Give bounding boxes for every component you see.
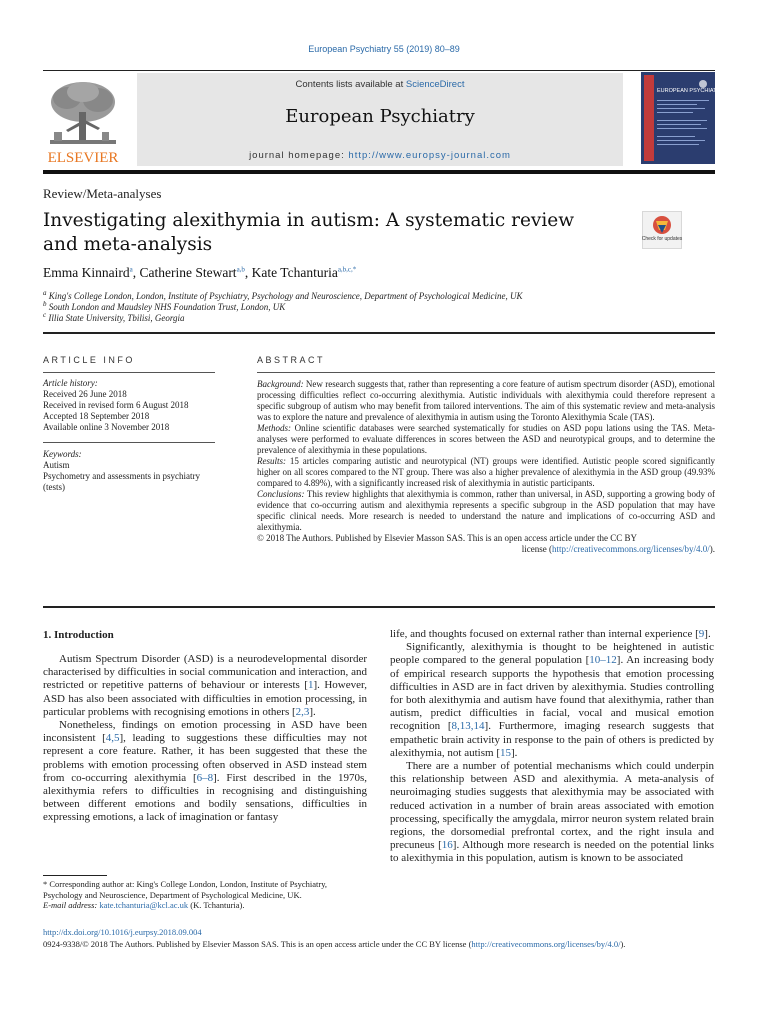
background-label: Background: [257,379,304,389]
results-text: 15 articles comparing autistic and neurotypical (NT) groups were identified. Autistic people scored significantly higher on all scores compared to the NT group. There was also a higher prevalence of alexithymia in the ASD group (49.93% compared to 4.89%), with a significantly increased risk of alexithymia in autistic participants. [257,456,715,488]
text-run: Autism Spectrum Disorder (ASD) is a neurodevelopmental disorder characterised by difficulties in social communication and interaction, and restricted or repetitive patterns of behaviour or interests [ [43,653,367,692]
conclusions-label: Conclusions: [257,489,305,499]
body-column-right [390,628,714,866]
issn-license-line [43,939,715,949]
abstract-license-line2 [257,544,715,555]
text-run: ]. First described in the 1970s, alexithymia refers to difficulties in recognising and distinguishing between different emotions and bodily sensations, difficulties in expressing emotions, a lack of imagination or fantasy [43,771,368,824]
background-text: New research suggests that, rather than representing a core feature of autism spectrum disorder (ASD), emotional processing difficulties reflect co-occurring alexithymia. Autistic individuals with alexithymia could therefore represent a specific subgroup of autism who may benefit from tailored interventions. The aim of this systematic review and meta-analysis was to explore the nature and prevalence of alexithymia in autism using the Toronto Alexithymia Scale (TAS). [257,379,715,422]
affiliation [43,313,185,323]
footnote-email [43,900,367,911]
license-suffix: ). [709,544,715,554]
abstract-end-rule [43,606,715,608]
corresponding-author-footnote [43,879,367,911]
abstract-license: © 2018 The Authors. Published by Elsevier Masson SAS. This is an open access article under the CC BY [257,533,637,543]
issn-suffix: ). [620,939,626,949]
cover-title: EUROPEAN PSYCHIATRY [657,88,725,94]
author-name[interactable]: Emma Kinnaird [43,265,130,280]
check-updates-label: Check for updates [641,236,683,242]
masthead-rule [43,170,715,174]
homepage-prefix: journal homepage: [249,150,349,161]
check-for-updates-button[interactable] [642,211,682,249]
license-link[interactable]: http://creativecommons.org/licenses/by/4.0/ [551,544,710,554]
paragraph [43,653,367,719]
paragraph [390,628,714,641]
history-item: Received 26 June 2018 [43,389,127,399]
citation-link[interactable]: 9 [698,628,705,640]
paragraph [43,719,367,825]
citation-link[interactable]: 1 [307,679,314,692]
author-affil-sup[interactable]: a,b [236,265,245,274]
citation-link[interactable]: 6–8 [196,771,214,784]
text-run: Nonetheless, findings on emotion processing in ASD have been inconsistent [ [43,719,367,745]
keyword: Autism [43,460,70,470]
methods-text: Online scientific databases were searched systematically for studies on ASD popu lations using the TAS. Meta-analyses were performed to evaluate differences in scores between the ASD and neurotypical groups, and to determine the prevalence of alexithymia in these populations. [257,423,715,455]
contents-available-line [137,79,623,90]
affiliation-mark: b [43,300,47,308]
abstract-rule [257,372,715,373]
text-run: ]. However, ASD has also been associated with difficulties in emotion processing, in particular problems with recognising emotions in others [ [43,679,367,718]
citation-link[interactable]: 4,5 [105,732,120,745]
section-heading-introduction: 1. Introduction [43,629,114,641]
footnote-corresponding: * Corresponding author at: King's College London, London, Institute of Psychiatry, Psychology and Neuroscience, Department of Psychological Medicine, UK. [43,879,328,900]
email-label: E-mail address: [43,900,98,910]
abstract-conclusions [257,489,715,533]
results-label: Results: [257,456,286,466]
text-run: ], leading to suggestions these difficulties may not represent a core feature. Rather, it has been suggested that these the problems with emotion processing often observed in ASD instead stem from co-occurring alexithymia [ [43,732,368,784]
author-list [43,265,356,281]
author-separator: , [244,265,252,280]
elsevier-logo [42,78,124,166]
abstract-background [257,379,715,423]
history-item: Available online 3 November 2018 [43,422,170,432]
sciencedirect-link[interactable]: ScienceDirect [405,79,465,90]
homepage-link[interactable]: http://www.europsy-journal.com [348,150,511,161]
top-rule [43,70,715,71]
authors-rule [43,332,715,334]
history-label: Article history: [43,378,98,388]
journal-citation[interactable]: European Psychiatry 55 (2019) 80–89 [308,44,460,54]
affiliation-text: South London and Maudsley NHS Foundation Trust, London, UK [48,302,286,312]
abstract-results [257,456,715,489]
methods-label: Methods: [257,423,291,433]
check-updates-icon [643,212,681,248]
journal-cover-image [641,72,725,164]
text-run: There are a number of potential mechanisms which could underpin this relationship between ASD and alexithymia. A meta-analysis of neuroimaging studies suggests that alexithymia may be associated with reduced activation in a number of brain areas associated with emotion processing, specifically the amygdala, mirror neuron system related brain regions, the dorsomedial prefrontal cortex, and the right insula and precuneus [ [390,760,714,852]
elsevier-wordmark: ELSEVIER [47,150,119,166]
issn-text: 0924-9338/© 2018 The Authors. Published by Elsevier Masson SAS. This is an open access article under the CC BY license ( [43,939,472,949]
article-info-rule [43,372,215,373]
journal-homepage-line [137,150,623,161]
text-run: Significantly, alexithymia is thought to be heightened in autistic people compared to the general population [ [390,641,714,667]
article-history [43,378,215,433]
body-column-left [43,653,367,825]
citation-link[interactable]: 10–12 [589,654,617,667]
license-prefix: license ( [521,544,552,554]
paragraph [390,760,714,866]
author-affil-sup[interactable]: a,b,c,* [337,265,357,274]
journal-title: European Psychiatry [285,106,475,127]
abstract-methods [257,423,715,456]
history-item: Received in revised form 6 August 2018 [43,400,189,410]
keywords-label: Keywords: [43,449,82,459]
text-run: life, and thoughts focused on external rather than internal experience [ [390,628,699,640]
author-name[interactable]: Kate Tchanturia [251,265,338,280]
abstract-heading: ABSTRACT [257,355,326,365]
text-run: ]. [510,746,518,759]
keywords [43,449,215,493]
keywords-rule [43,442,215,443]
email-link[interactable]: kate.tchanturia@kcl.ac.uk [99,900,189,910]
text-run: ]. [309,705,316,718]
affiliation [43,302,285,312]
conclusions-text: This review highlights that alexithymia is common, rather than universal, in ASD, supporting a growing body of evidence that co-occurring autism and alexithymia represents a specific subgroup in the ASD population that may have specific clinical needs. More research is needed to understand the nature and implications of co-occurring ASD and alexithymia. [257,489,715,532]
article-info-heading: ARTICLE INFO [43,355,135,365]
elsevier-tree-icon [42,78,124,166]
text-run: ]. Furthermore, imaging research suggests that empathetic brain activity in response to the pain of others is predicted by alexithymia, not autism [ [390,720,714,759]
text-run: ]. [704,628,711,640]
email-suffix: (K. Tchanturia). [188,900,245,910]
abstract-body [257,379,715,555]
text-run: ]. An increasing body of empirical research supports the hypothesis that emotion processing difficulties in ASD are in fact driven by alexithymia. Studies controlling for both alexithymia and autism have found that alexithymia, rather than autism, predict difficulties in facial, vocal and musical emotion recognition [ [390,654,715,733]
keyword: Psychometry and assessments in psychiatry (tests) [43,471,200,492]
author-affil-sup[interactable]: a [129,265,133,274]
author-separator: , [132,265,140,280]
citation-link[interactable]: 8,13,14 [451,720,485,733]
affiliation-mark: a [43,289,47,297]
issn-license-link[interactable]: http://creativecommons.org/licenses/by/4.0/ [471,939,621,949]
history-item: Accepted 18 September 2018 [43,411,150,421]
text-run: ]. Although more research is needed on the potential links to alexithymia in this population, autism is known to be associated [390,839,714,865]
affiliation-text: Illia State University, Tbilisi, Georgia [48,313,185,323]
author-name[interactable]: Catherine Stewart [139,265,237,280]
citation-link[interactable]: 2,3 [295,705,310,718]
footnote-rule [43,875,107,876]
cover-art [641,72,725,164]
doi-link[interactable]: http://dx.doi.org/10.1016/j.eurpsy.2018.09.004 [43,927,202,937]
article-title: Investigating alexithymia in autism: A systematic review and meta-analysis [43,210,575,255]
citation-link[interactable]: 15 [499,746,511,759]
article-type: Review/Meta-analyses [43,186,162,201]
affiliation-text: King's College London, London, Institute of Psychiatry, Psychology and Neuroscience, Department of Psychological Medicine, UK [48,291,523,301]
citation-link[interactable]: 16 [441,839,453,852]
affiliation [43,291,523,301]
contents-prefix: Contents lists available at [295,79,406,90]
affiliation-mark: c [43,311,47,319]
paragraph [390,641,714,760]
